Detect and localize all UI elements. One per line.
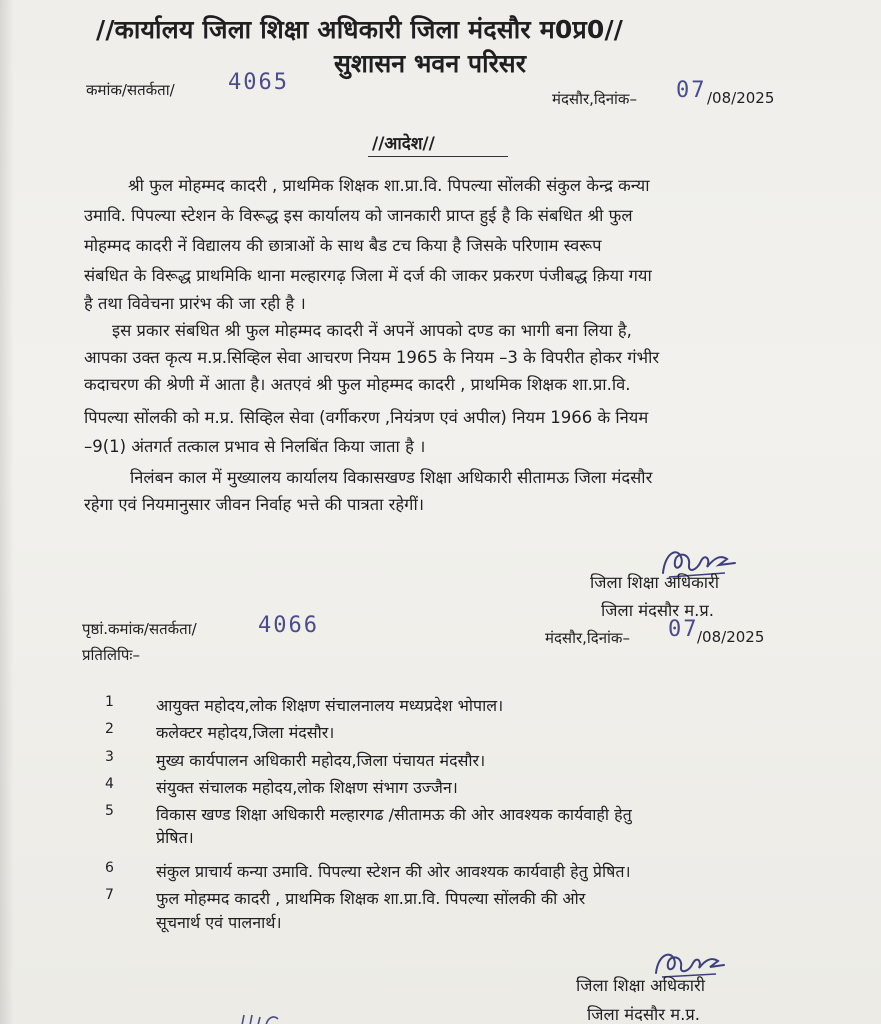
page-edge-shadow	[0, 0, 14, 1024]
ref-place-date-prefix: मंदसौर,दिनांक–	[552, 90, 637, 108]
copy-item-number: 2	[105, 721, 114, 737]
body-line: मोहम्मद कादरी नें विद्यालय की छात्राओं के साथ बैड टच किया है जिसके परिणाम स्वरूप	[84, 236, 602, 255]
ref-number-handwritten: 4065	[228, 70, 289, 95]
copy-item-number: 6	[105, 860, 114, 876]
copy-item-number: 5	[105, 803, 114, 819]
pen-mark	[240, 1010, 280, 1024]
ref-label: कमांक/सतर्कता/	[86, 81, 175, 99]
copy-item-text: कलेक्टर महोदय,जिला मंदसौर।	[156, 723, 335, 742]
copy-item-text: आयुक्त महोदय,लोक शिक्षण संचालनालय मध्यप्रदेश भोपाल।	[156, 696, 504, 715]
copy-item-number: 1	[105, 694, 114, 710]
body-line: संबधित के विरूद्ध प्राथमिकि थाना मल्हारगढ़ जिला में दर्ज की जाकर प्रकरण पंजीबद्ध क़िया गया	[84, 266, 652, 285]
ref-day-handwritten: 07	[676, 78, 707, 103]
endorsement-place-date-prefix: मंदसौर,दिनांक–	[545, 629, 630, 647]
body-line: इस प्रकार संबधित श्री फुल मोहम्मद कादरी नें अपनें आपको दण्ड का भागी बना लिया है,	[112, 321, 632, 340]
copy-item-text: मुख्य कार्यपालन अधिकारी महोदय,जिला पंचायत मंदसौर।	[156, 751, 486, 770]
body-line: कदाचरण की श्रेणी में आता है। अतएवं श्री फुल मोहम्मद कादरी , प्राथमिक शिक्षक शा.प्रा.वि.	[84, 375, 631, 394]
copy-item-text: फुल मोहम्मद कादरी , प्राथमिक शिक्षक शा.प्रा.वि. पिपल्या सोंलकी की ओर	[156, 889, 586, 908]
copy-item-text: सूचनार्थ एवं पालनार्थ।	[156, 913, 282, 932]
copy-item-number: 7	[105, 887, 114, 903]
body-line: आपका उक्त कृत्य म.प्र.सिव्हिल सेवा आचरण नियम 1965 के नियम –3 के विपरीत होकर गंभीर	[84, 348, 660, 367]
endorsement-label: पृष्ठां.कमांक/सतर्कता/	[82, 620, 197, 638]
body-line: श्री फुल मोहम्मद कादरी , प्राथमिक शिक्षक शा.प्रा.वि. पिपल्या सोंलकी संकुल केन्द्र कन्या	[128, 176, 650, 195]
signature1-designation: जिला शिक्षा अधिकारी	[590, 573, 720, 592]
copy-item-number: 3	[105, 749, 114, 765]
body-line: है तथा विवेचना प्रारंभ की जा रही है ।	[84, 294, 306, 313]
endorsement-month-year: /08/2025	[697, 628, 765, 646]
ref-month-year: /08/2025	[707, 89, 775, 107]
copy-item-text: विकास खण्ड शिक्षा अधिकारी मल्हारगढ /सीतामऊ की ओर आवश्यक कार्यवाही हेतु	[156, 805, 632, 824]
copy-item-number: 4	[105, 776, 114, 792]
order-title-underline	[368, 156, 508, 157]
signature2-designation: जिला शिक्षा अधिकारी	[576, 976, 706, 995]
office-subtitle: सुशासन भवन परिसर	[334, 49, 526, 78]
body-line: उमावि. पिपल्या स्टेशन के विरूद्ध इस कार्यालय को जानकारी प्राप्त हुई है कि संबधित श्री फुल	[84, 206, 633, 225]
endorsement-number-handwritten: 4066	[258, 613, 319, 638]
order-title: //आदेश//	[372, 134, 435, 154]
signature1-location: जिला मंदसौर म.प्र.	[601, 601, 715, 620]
body-line: रहेगा एवं नियमानुसार जीवन निर्वाह भत्ते की पात्रता रहेगीं।	[84, 495, 424, 514]
copy-to-label: प्रतिलिपिः–	[82, 646, 140, 664]
body-line: –9(1) अंतगर्त तत्काल प्रभाव से निलबिंत किया जाता है ।	[84, 437, 426, 456]
copy-item-text: प्रेषित।	[156, 828, 194, 847]
body-line: पिपल्या सोंलकी को म.प्र. सिव्हिल सेवा (वर्गीकरण ,नियंत्रण एवं अपील) नियम 1966 के नियम	[84, 408, 649, 427]
signature2-location: जिला मंदसौर म.प्र.	[587, 1005, 701, 1024]
copy-item-text: संयुक्त संचालक महोदय,लोक शिक्षण संभाग उज्जैन।	[156, 778, 458, 797]
endorsement-day-handwritten: 07	[668, 617, 699, 642]
copy-item-text: संकुल प्राचार्य कन्या उमावि. पिपल्या स्टेशन की ओर आवश्यक कार्यवाही हेतु प्रेषित।	[156, 862, 631, 881]
body-line: निलंबन काल में मुख्यालय कार्यालय विकासखण्ड शिक्षा अधिकारी सीतामऊ जिला मंदसौर	[130, 468, 653, 487]
office-title: //कार्यालय जिला शिक्षा अधिकारी जिला मंदसौर म0प्र0//	[96, 15, 624, 44]
